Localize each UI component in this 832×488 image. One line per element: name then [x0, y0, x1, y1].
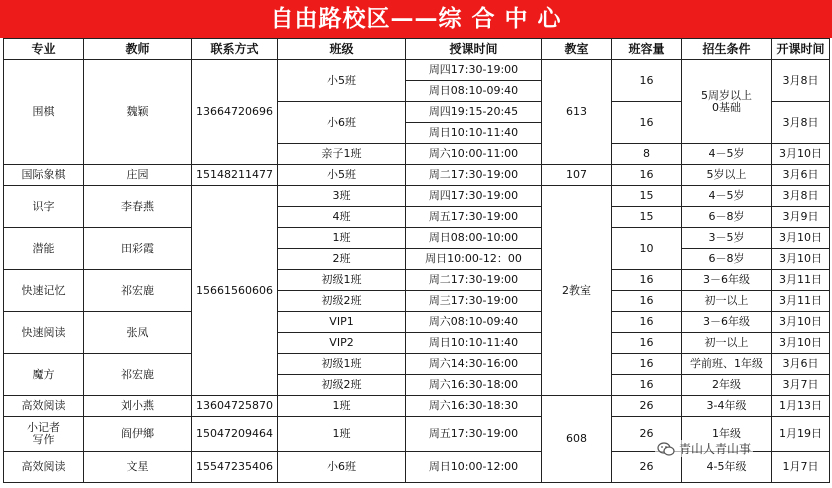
time-cell: 周日10:10-11:40: [406, 333, 542, 354]
teacher-cell: 庄园: [84, 165, 192, 186]
header-cell: 教室: [542, 39, 612, 60]
start-date-cell: 3月10日: [772, 249, 830, 270]
phone-cell: 15661560606: [192, 186, 278, 396]
header-cell: 专业: [4, 39, 84, 60]
requirement-cell: 4－5岁: [682, 144, 772, 165]
table-row: [4, 228, 830, 249]
teacher-cell: 魏颖: [84, 60, 192, 165]
capacity-cell: 16: [612, 102, 682, 144]
start-date-cell: 3月10日: [772, 312, 830, 333]
requirement-cell: 3－6年级: [682, 312, 772, 333]
subject-cell: 高效阅读: [4, 396, 84, 417]
subject-cell: 围棋: [4, 60, 84, 165]
phone-cell: 13664720696: [192, 60, 278, 165]
teacher-cell: 祁宏鹿: [84, 270, 192, 312]
subject-cell: 小记者 写作: [4, 417, 84, 452]
schedule-table: [3, 38, 830, 483]
requirement-cell: 4－5岁: [682, 186, 772, 207]
subject-cell: 国际象棋: [4, 165, 84, 186]
class-cell: VIP2: [278, 333, 406, 354]
requirement-cell: 初一以上: [682, 291, 772, 312]
class-cell: 初级2班: [278, 291, 406, 312]
requirement-cell: 初一以上: [682, 333, 772, 354]
header-cell: 班级: [278, 39, 406, 60]
time-cell: 周六14:30-16:00: [406, 354, 542, 375]
capacity-cell: 15: [612, 207, 682, 228]
class-cell: 小5班: [278, 165, 406, 186]
requirement-cell: 6－8岁: [682, 207, 772, 228]
start-date-cell: 3月6日: [772, 354, 830, 375]
class-cell: 初级2班: [278, 375, 406, 396]
header-cell: 联系方式: [192, 39, 278, 60]
table-row: [4, 186, 830, 207]
requirement-cell: 3－6年级: [682, 270, 772, 291]
header-cell: 授课时间: [406, 39, 542, 60]
phone-cell: 15547235406: [192, 452, 278, 483]
table-row: [4, 354, 830, 375]
requirement-cell: 6－8岁: [682, 249, 772, 270]
start-date-cell: 3月8日: [772, 102, 830, 144]
header-row: [4, 39, 830, 60]
subject-cell: 快速阅读: [4, 312, 84, 354]
phone-cell: 15148211477: [192, 165, 278, 186]
time-cell: 周日08:10-09:40: [406, 81, 542, 102]
start-date-cell: 1月7日: [772, 452, 830, 483]
class-cell: 1班: [278, 228, 406, 249]
start-date-cell: 3月6日: [772, 165, 830, 186]
watermark: [655, 440, 753, 457]
teacher-cell: 祁宏鹿: [84, 354, 192, 396]
class-cell: 初级1班: [278, 354, 406, 375]
class-cell: 1班: [278, 417, 406, 452]
teacher-cell: 田彩霞: [84, 228, 192, 270]
time-cell: 周二17:30-19:00: [406, 165, 542, 186]
phone-cell: 13604725870: [192, 396, 278, 417]
requirement-cell: 3－5岁: [682, 228, 772, 249]
time-cell: 周五17:30-19:00: [406, 417, 542, 452]
teacher-cell: 李春燕: [84, 186, 192, 228]
page-title: 自由路校区——综 合 中 心: [0, 0, 832, 38]
time-cell: 周四19:15-20:45: [406, 102, 542, 123]
start-date-cell: 3月8日: [772, 60, 830, 102]
start-date-cell: 3月8日: [772, 186, 830, 207]
phone-cell: 15047209464: [192, 417, 278, 452]
class-cell: 2班: [278, 249, 406, 270]
table-row: [4, 60, 830, 81]
capacity-cell: 10: [612, 228, 682, 270]
capacity-cell: 16: [612, 291, 682, 312]
time-cell: 周四17:30-19:00: [406, 186, 542, 207]
table-row: [4, 312, 830, 333]
time-cell: 周二17:30-19:00: [406, 270, 542, 291]
class-cell: 小6班: [278, 452, 406, 483]
requirement-cell: 3-4年级: [682, 396, 772, 417]
time-cell: 周六16:30-18:00: [406, 375, 542, 396]
time-cell: 周日10:00-12：00: [406, 249, 542, 270]
subject-cell: 魔方: [4, 354, 84, 396]
time-cell: 周三17:30-19:00: [406, 291, 542, 312]
time-cell: 周日08:00-10:00: [406, 228, 542, 249]
watermark-text: 青山人青山事: [679, 442, 752, 456]
class-cell: 3班: [278, 186, 406, 207]
class-cell: 小6班: [278, 102, 406, 144]
capacity-cell: 26: [612, 396, 682, 417]
room-cell: 2教室: [542, 186, 612, 396]
header-cell: 招生条件: [682, 39, 772, 60]
requirement-cell: 4-5年级: [682, 452, 772, 483]
requirement-cell: 5岁以上: [682, 165, 772, 186]
start-date-cell: 3月10日: [772, 228, 830, 249]
capacity-cell: 16: [612, 354, 682, 375]
time-cell: 周五17:30-19:00: [406, 207, 542, 228]
time-cell: 周日10:10-11:40: [406, 123, 542, 144]
capacity-cell: 16: [612, 60, 682, 102]
header-cell: 班容量: [612, 39, 682, 60]
class-cell: 小5班: [278, 60, 406, 102]
room-cell: 608: [542, 396, 612, 483]
capacity-cell: 8: [612, 144, 682, 165]
room-cell: 613: [542, 60, 612, 165]
subject-cell: 潜能: [4, 228, 84, 270]
header-cell: 教师: [84, 39, 192, 60]
capacity-cell: 16: [612, 375, 682, 396]
teacher-cell: 阎伊鄉: [84, 417, 192, 452]
teacher-cell: 文星: [84, 452, 192, 483]
start-date-cell: 3月11日: [772, 291, 830, 312]
time-cell: 周六10:00-11:00: [406, 144, 542, 165]
table-row: [4, 396, 830, 417]
time-cell: 周六16:30-18:30: [406, 396, 542, 417]
time-cell: 周日10:00-12:00: [406, 452, 542, 483]
class-cell: 1班: [278, 396, 406, 417]
start-date-cell: 1月13日: [772, 396, 830, 417]
class-cell: VIP1: [278, 312, 406, 333]
teacher-cell: 刘小燕: [84, 396, 192, 417]
table-row: [4, 270, 830, 291]
capacity-cell: 16: [612, 312, 682, 333]
teacher-cell: 张凤: [84, 312, 192, 354]
requirement-cell: 2年级: [682, 375, 772, 396]
subject-cell: 识字: [4, 186, 84, 228]
start-date-cell: 3月10日: [772, 144, 830, 165]
start-date-cell: 1月19日: [772, 417, 830, 452]
class-cell: 初级1班: [278, 270, 406, 291]
start-date-cell: 3月11日: [772, 270, 830, 291]
requirement-cell: 学前班、1年级: [682, 354, 772, 375]
capacity-cell: 26: [612, 452, 682, 483]
room-cell: 107: [542, 165, 612, 186]
start-date-cell: 3月7日: [772, 375, 830, 396]
start-date-cell: 3月10日: [772, 333, 830, 354]
time-cell: 周四17:30-19:00: [406, 60, 542, 81]
capacity-cell: 16: [612, 333, 682, 354]
capacity-cell: 15: [612, 186, 682, 207]
requirement-cell: 1年级: [682, 417, 772, 452]
subject-cell: 高效阅读: [4, 452, 84, 483]
start-date-cell: 3月9日: [772, 207, 830, 228]
subject-cell: 快速记忆: [4, 270, 84, 312]
capacity-cell: 16: [612, 270, 682, 291]
class-cell: 亲子1班: [278, 144, 406, 165]
capacity-cell: 26: [612, 417, 682, 452]
class-cell: 4班: [278, 207, 406, 228]
requirement-cell: 5周岁以上 0基础: [682, 60, 772, 144]
capacity-cell: 16: [612, 165, 682, 186]
wechat-icon: [657, 442, 675, 456]
time-cell: 周六08:10-09:40: [406, 312, 542, 333]
table-row: [4, 165, 830, 186]
header-cell: 开课时间: [772, 39, 830, 60]
